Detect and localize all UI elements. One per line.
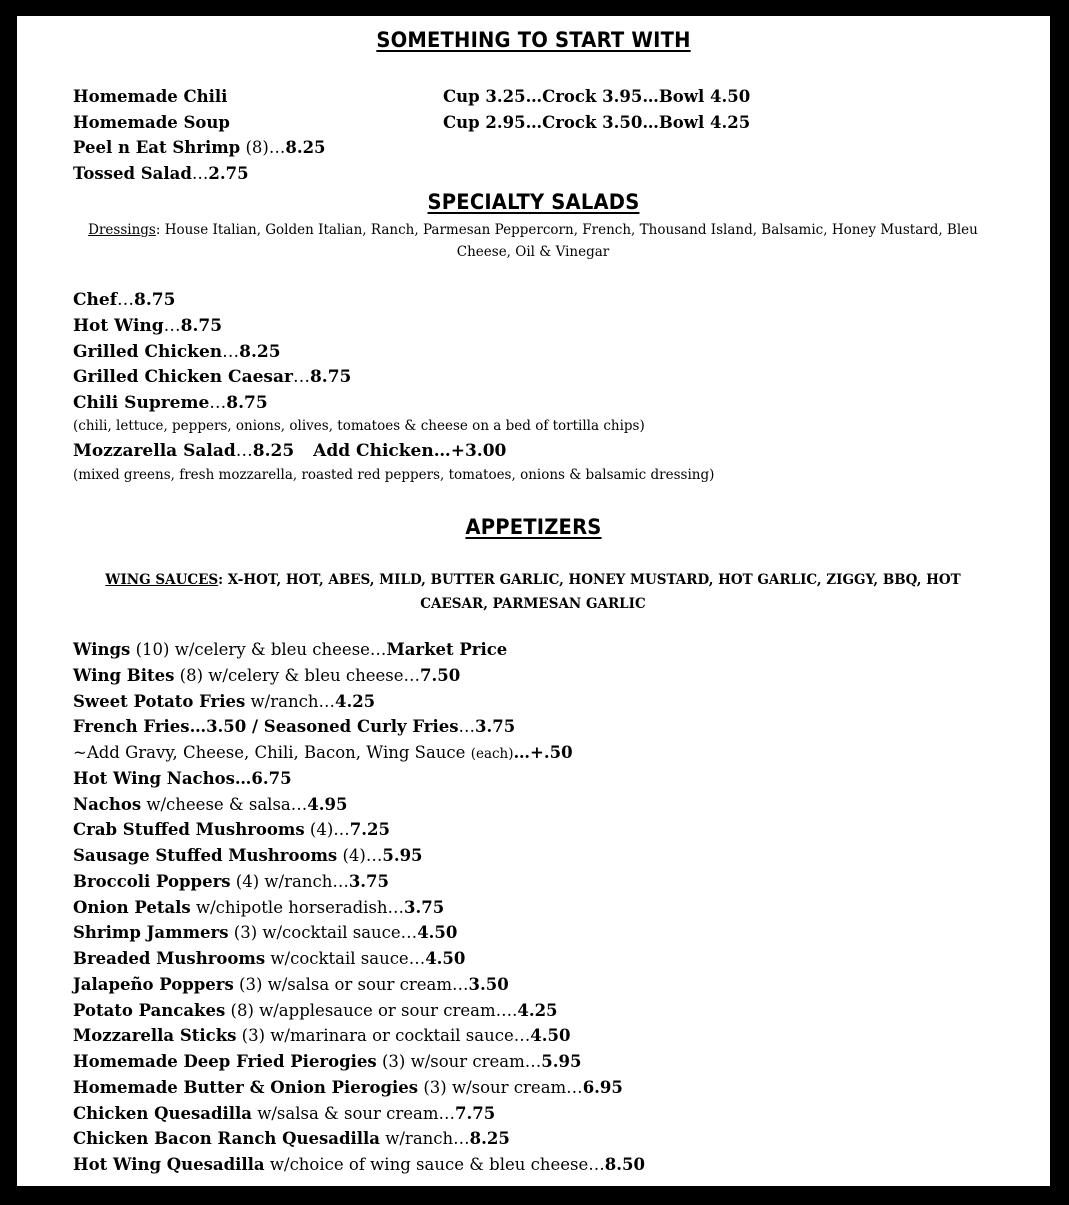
item-name: Nachos — [73, 795, 142, 814]
menu-item — [73, 691, 375, 713]
item-price: 8.25 — [252, 441, 295, 461]
item-detail: (8) w/celery & bleu cheese… — [174, 666, 421, 685]
item-detail: … — [235, 441, 253, 461]
menu-item — [73, 1154, 645, 1176]
item-detail: w/chipotle horseradish… — [190, 898, 405, 917]
dressings-label: Dressings — [88, 222, 156, 238]
menu-item — [73, 845, 423, 867]
menu-item — [73, 86, 227, 108]
item-name: Peel n Eat Shrimp — [73, 138, 241, 157]
item-detail: … — [117, 290, 135, 310]
menu-item — [73, 315, 222, 337]
menu-item — [73, 112, 230, 134]
item-detail: (8) w/applesauce or sour cream…. — [225, 1001, 518, 1020]
item-name: Homemade Chili — [73, 87, 228, 106]
wing-sauces — [73, 568, 993, 616]
item-detail-small: (each) — [470, 746, 514, 762]
menu-item — [73, 716, 515, 738]
menu-item — [73, 163, 249, 185]
item-detail: ~Add Gravy, Cheese, Chili, Bacon, Wing Sauce — [73, 743, 471, 762]
item-name: Homemade Deep Fried Pierogies — [73, 1052, 377, 1071]
item-name: Shrimp Jammers — [73, 923, 229, 942]
item-detail: … — [209, 393, 227, 413]
item-note: (chili, lettuce, peppers, onions, olives, tomatoes & cheese on a bed of tortilla chips) — [73, 418, 645, 434]
item-price: 2.75 — [208, 164, 249, 183]
item-price: 3.75 — [475, 717, 516, 736]
item-detail: (4) w/ranch… — [230, 872, 349, 891]
item-name: Mozzarella Salad — [73, 441, 236, 461]
add-chicken: Add Chicken…+3.00 — [313, 441, 507, 461]
menu-item — [73, 366, 351, 388]
menu-item — [73, 665, 460, 687]
item-detail: … — [163, 316, 181, 336]
item-price: 5.95 — [382, 846, 423, 865]
item-detail: … — [191, 164, 209, 183]
item-name: Sweet Potato Fries — [73, 692, 246, 711]
item-name: Wings — [73, 640, 131, 659]
item-name: Sausage Stuffed Mushrooms — [73, 846, 338, 865]
item-name: Broccoli Poppers — [73, 872, 231, 891]
item-name: French Fries…3.50 / Seasoned Curly Fries — [73, 717, 459, 736]
item-name: Wing Bites — [73, 666, 175, 685]
item-detail: w/choice of wing sauce & bleu cheese… — [264, 1155, 605, 1174]
item-name: Breaded Mushrooms — [73, 949, 266, 968]
menu-item — [73, 289, 175, 311]
section-heading-appetizers: APPETIZERS — [465, 515, 602, 539]
item-name: Grilled Chicken — [73, 342, 223, 362]
item-name: Chicken Bacon Ranch Quesadilla — [73, 1129, 380, 1148]
dressings-text: : House Italian, Golden Italian, Ranch, Parmesan Peppercorn, French, Thousand Island, Balsamic, Honey Mustard, Bleu Cheese, Oil & Vinegar — [155, 222, 978, 260]
section-heading-start: SOMETHING TO START WITH — [376, 28, 691, 52]
dressings-list — [73, 219, 993, 263]
item-name: Potato Pancakes — [73, 1001, 226, 1020]
item-detail: … — [222, 342, 240, 362]
item-detail: w/ranch… — [380, 1129, 470, 1148]
menu-item — [73, 639, 507, 661]
item-name: Mozzarella Sticks — [73, 1026, 237, 1045]
item-name: Tossed Salad — [73, 164, 192, 183]
item-price: 8.75 — [180, 316, 223, 336]
item-detail: (3) w/sour cream… — [418, 1078, 583, 1097]
item-price: 7.75 — [455, 1104, 496, 1123]
item-name: Chef — [73, 290, 118, 310]
item-detail: … — [292, 367, 310, 387]
item-price: 8.75 — [134, 290, 176, 310]
item-detail: (3) w/marinara or cocktail sauce… — [236, 1026, 531, 1045]
item-price: …+.50 — [513, 743, 573, 762]
item-price: 8.25 — [285, 138, 326, 157]
menu-item — [73, 1051, 581, 1073]
item-price: 7.25 — [349, 820, 390, 839]
item-price: Cup 3.25…Crock 3.95…Bowl 4.50 — [443, 87, 751, 106]
item-price: 5.95 — [541, 1052, 582, 1071]
menu-item — [73, 948, 465, 970]
menu-item — [73, 1128, 510, 1150]
menu-item — [73, 742, 573, 765]
item-name: Onion Petals — [73, 898, 191, 917]
item-note: (mixed greens, fresh mozzarella, roasted red peppers, tomatoes, onions & balsamic dressing) — [73, 467, 715, 483]
item-detail: (3) w/cocktail sauce… — [228, 923, 418, 942]
menu-item — [73, 974, 509, 996]
item-price: 8.25 — [239, 342, 281, 362]
menu-item — [73, 1077, 623, 1099]
item-detail: (3) w/sour cream… — [376, 1052, 542, 1071]
item-price: 3.75 — [348, 872, 390, 891]
item-price: 3.50 — [468, 975, 509, 994]
item-price: 8.75 — [309, 367, 352, 387]
menu-item — [73, 137, 326, 159]
item-detail: w/ranch… — [245, 692, 335, 711]
item-name: Chicken Quesadilla — [73, 1104, 252, 1123]
item-price: 4.25 — [517, 1001, 558, 1020]
item-detail: w/cocktail sauce… — [265, 949, 426, 968]
next-section-heading-cut — [17, 1178, 1050, 1186]
section-heading-salads: SPECIALTY SALADS — [427, 190, 640, 214]
menu-item — [73, 794, 347, 816]
wing-sauces-text: : X-HOT, HOT, ABES, MILD, BUTTER GARLIC, HONEY MUSTARD, HOT GARLIC, ZIGGY, BBQ, HOT CAESAR, PARMESAN GARLIC — [218, 572, 961, 612]
menu-item — [73, 1025, 570, 1047]
item-name: Hot Wing — [73, 316, 164, 336]
menu-item — [73, 341, 281, 363]
menu-item — [73, 819, 390, 841]
item-name: Hot Wing Nachos…6.75 — [73, 769, 292, 788]
item-detail: w/cheese & salsa… — [141, 795, 308, 814]
item-name: Hot Wing Quesadilla — [73, 1155, 265, 1174]
item-detail: … — [458, 717, 476, 736]
item-detail: (4)… — [337, 846, 383, 865]
item-name: Jalapeño Poppers — [73, 975, 234, 994]
menu-page — [17, 16, 1050, 1186]
item-price: 6.95 — [582, 1078, 623, 1097]
item-name: Homemade Butter & Onion Pierogies — [73, 1078, 419, 1097]
item-price: 4.50 — [530, 1026, 571, 1045]
item-price: Cup 2.95…Crock 3.50…Bowl 4.25 — [443, 113, 751, 132]
item-detail: (8)… — [240, 138, 286, 157]
item-price: 8.50 — [604, 1155, 645, 1174]
menu-item — [73, 871, 389, 893]
item-detail: w/salsa & sour cream… — [252, 1104, 456, 1123]
menu-item — [73, 922, 457, 944]
item-price: 8.25 — [469, 1129, 510, 1148]
wing-sauces-label: WING SAUCES — [105, 572, 219, 588]
item-price: Market Price — [386, 640, 508, 659]
item-price: 4.95 — [307, 795, 348, 814]
item-price: 8.75 — [226, 393, 268, 413]
item-name: Crab Stuffed Mushrooms — [73, 820, 305, 839]
menu-item — [73, 392, 268, 414]
menu-item — [73, 440, 506, 462]
item-price: 3.75 — [404, 898, 445, 917]
item-price: 4.50 — [425, 949, 466, 968]
item-name: Chili Supreme — [73, 393, 210, 413]
menu-item — [73, 1103, 495, 1125]
item-detail: (3) w/salsa or sour cream… — [233, 975, 469, 994]
item-detail: (10) w/celery & bleu cheese… — [130, 640, 387, 659]
item-detail: (4)… — [304, 820, 350, 839]
menu-item — [73, 897, 444, 919]
item-price: 4.50 — [417, 923, 458, 942]
item-price: 4.25 — [334, 692, 376, 711]
item-name: Grilled Chicken Caesar — [73, 367, 293, 387]
item-name: Homemade Soup — [73, 113, 230, 132]
menu-item — [73, 1000, 558, 1022]
item-price: 7.50 — [420, 666, 461, 685]
menu-item — [73, 768, 292, 790]
